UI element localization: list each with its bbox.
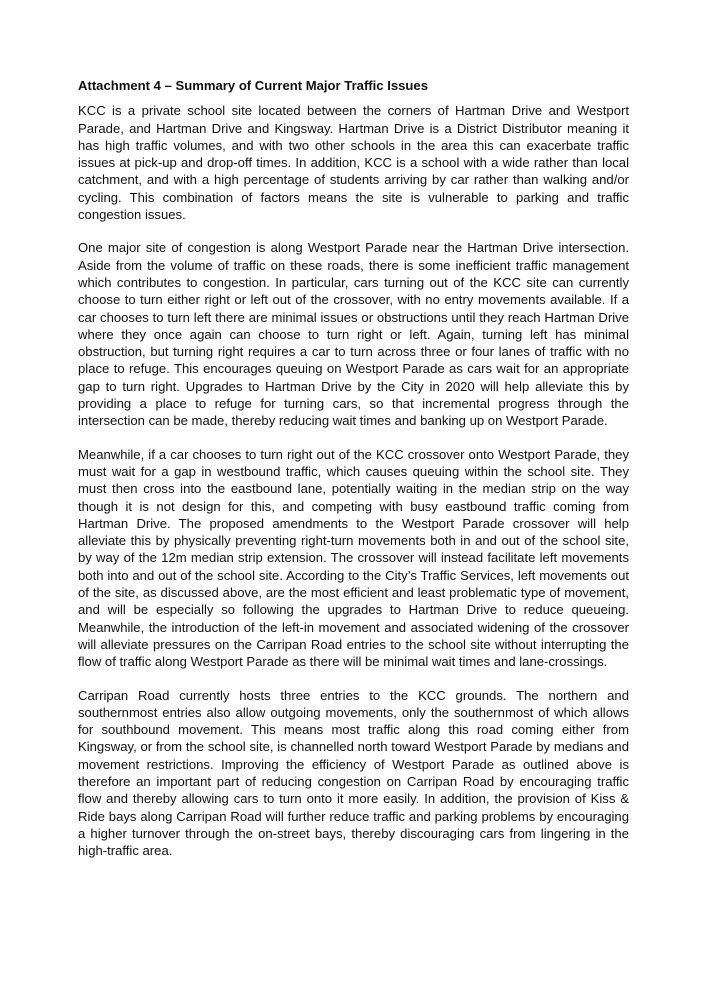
document-page	[78, 77, 629, 875]
document-title: Attachment 4 – Summary of Current Major Traffic Issues	[78, 78, 428, 93]
paragraph-right-turn-crossover: Meanwhile, if a car chooses to turn right out of the KCC crossover onto Westport Parade, they must wait for a gap in westbound traffic, which causes queuing within the school site. They must then cross into the eastbound lane, potentially waiting in the median strip on the way though it is not design for this, and competing with busy eastbound traffic coming from Hartman Drive. The proposed amendments to the Westport Parade crossover will help alleviate this by physically preventing right-turn movements both in and out of the school site, by way of the 12m median strip extension. The crossover will instead facilitate left movements both into and out of the school site. According to the City’s Traffic Services, left movements out of the site, as discussed above, are the most efficient and least problematic type of movement, and will be especially so following the upgrades to Hartman Drive to reduce queueing. Meanwhile, the introduction of the left-in movement and associated widening of the crossover will alleviate pressures on the Carripan Road entries to the school site without interrupting the flow of traffic along Westport Parade as there will be minimal wait times and lane-crossings.	[78, 446, 629, 670]
paragraph-carripan-road: Carripan Road currently hosts three entries to the KCC grounds. The northern and southernmost entries also allow outgoing movements, only the southernmost of which allows for southbound movement. This means most traffic along this road coming either from Kingsway, or from the school site, is channelled north toward Westport Parade by medians and movement restrictions. Improving the efficiency of Westport Parade as outlined above is therefore an important part of reducing congestion on Carripan Road by encouraging traffic flow and thereby allowing cars to turn onto it more easily. In addition, the provision of Kiss & Ride bays along Carripan Road will further reduce traffic and parking problems by encouraging a higher turnover through the on-street bays, thereby discouraging cars from lingering in the high-traffic area.	[78, 687, 629, 859]
paragraph-kcc-site-overview: KCC is a private school site located between the corners of Hartman Drive and Westport Parade, and Hartman Drive and Kingsway. Hartman Drive is a District Distributor meaning it has high traffic volumes, and with two other schools in the area this can exacerbate traffic issues at pick-up and drop-off times. In addition, KCC is a school with a wide rather than local catchment, and with a high percentage of students arriving by car rather than walking and/or cycling. This combination of factors means the site is vulnerable to parking and traffic congestion issues.	[78, 103, 629, 223]
paragraph-westport-parade-congestion: One major site of congestion is along Westport Parade near the Hartman Drive intersection. Aside from the volume of traffic on these roads, there is some inefficient traffic management which contributes to congestion. In particular, cars turning out of the KCC site can currently choose to turn either right or left out of the crossover, with no entry movements available. If a car chooses to turn left there are minimal issues or obstructions until they reach Hartman Drive where they once again can choose to turn right or left. Again, turning left has minimal obstruction, but turning right requires a car to turn across three or four lanes of traffic with no place to refuge. This encourages queuing on Westport Parade as cars wait for an appropriate gap to turn right. Upgrades to Hartman Drive by the City in 2020 will help alleviate this by providing a place to refuge for turning cars, so that incremental progress through the intersection can be made, thereby reducing wait times and banking up on Westport Parade.	[78, 240, 629, 429]
